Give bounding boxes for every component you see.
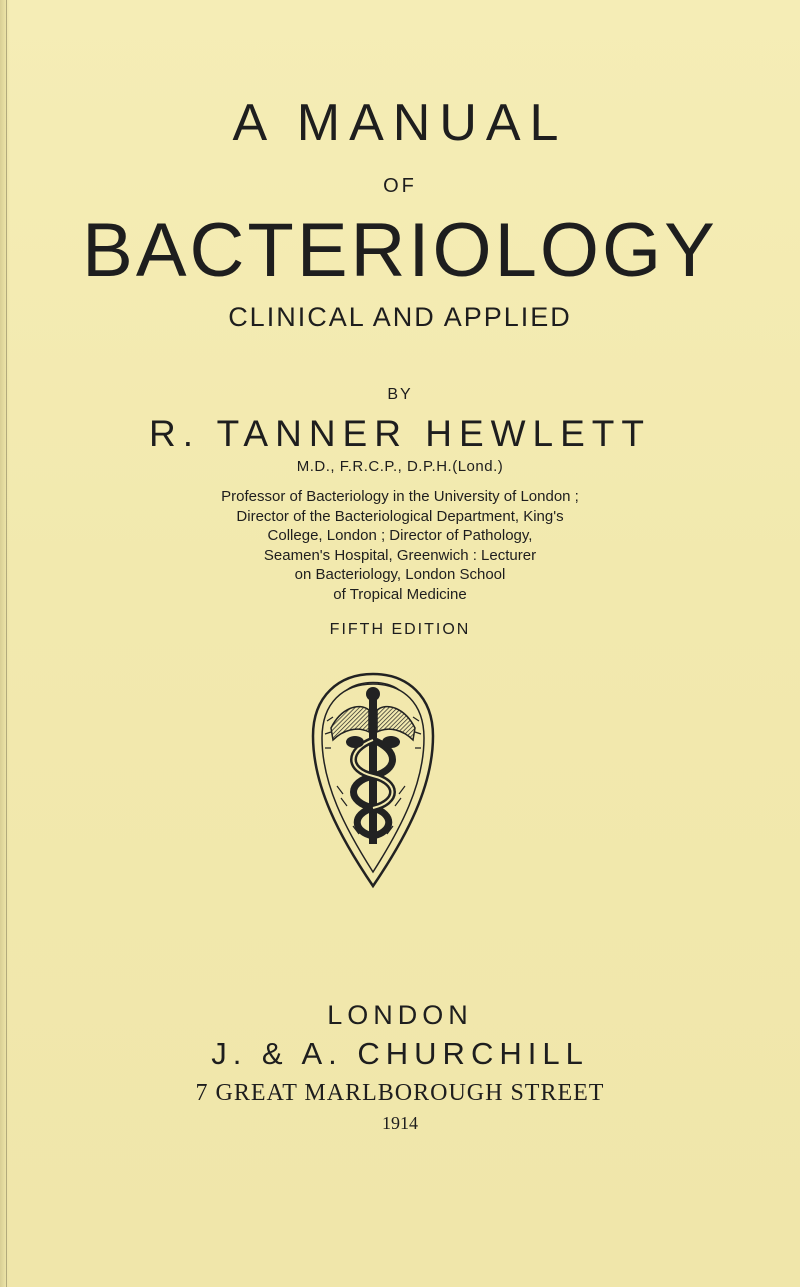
title-line-of: OF (383, 175, 417, 197)
description-line: of Tropical Medicine (333, 585, 467, 603)
description-line: Director of the Bacteriological Department, King's (236, 507, 564, 525)
by-label: BY (387, 386, 413, 403)
title-line-bacteriology: BACTERIOLOGY (82, 208, 718, 293)
edition-label: FIFTH EDITION (329, 621, 471, 638)
author-name: R. TANNER HEWLETT (148, 413, 652, 454)
imprint-address: 7 GREAT MARLBOROUGH STREET (195, 1080, 605, 1106)
author-description (0, 487, 800, 604)
subtitle: CLINICAL AND APPLIED (228, 302, 572, 332)
description-line: Seamen's Hospital, Greenwich : Lecturer (263, 546, 537, 564)
publisher-caduceus-shield-icon (307, 666, 439, 892)
imprint-year: 1914 (382, 1113, 418, 1133)
imprint-place: LONDON (327, 1000, 473, 1030)
title-line-manual: A MANUAL (232, 94, 568, 152)
description-line: on Bacteriology, London School (294, 566, 506, 583)
description-line: Professor of Bacteriology in the University of London ; (221, 488, 579, 505)
description-line: College, London ; Director of Pathology, (267, 527, 533, 544)
author-qualifications: M.D., F.R.C.P., D.P.H.(Lond.) (296, 458, 504, 475)
imprint-publisher: J. & A. CHURCHILL (211, 1036, 589, 1071)
